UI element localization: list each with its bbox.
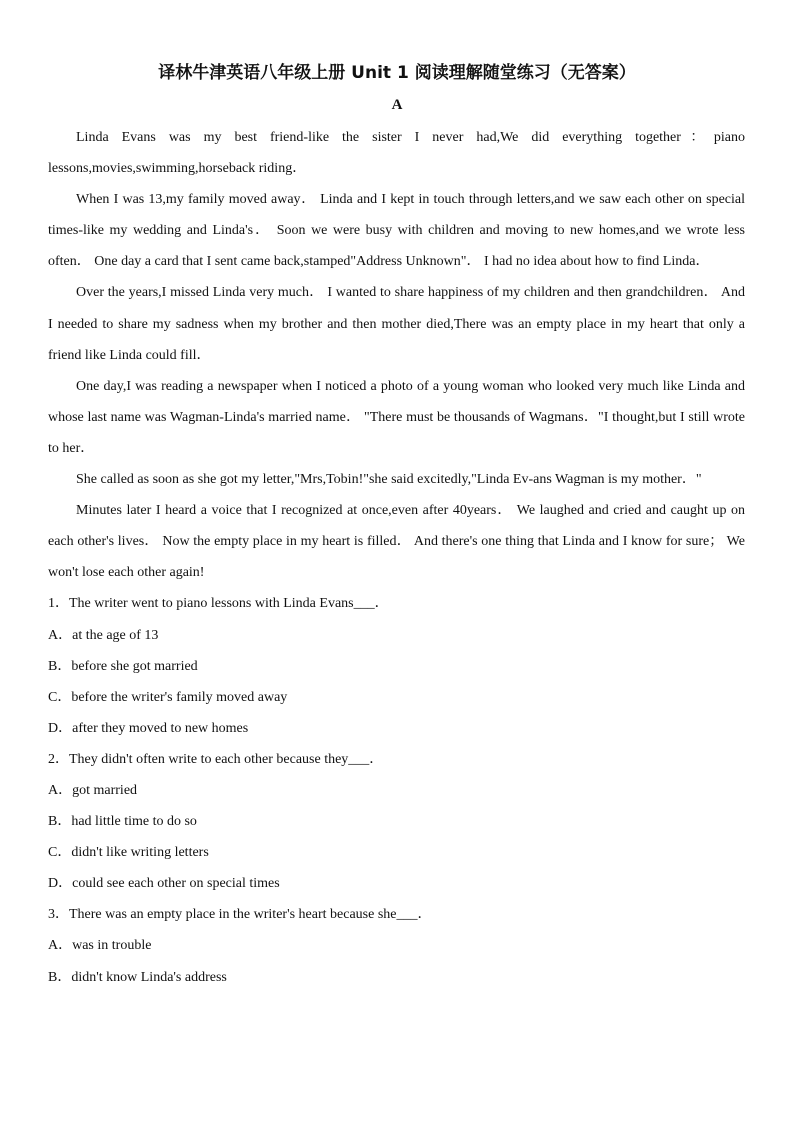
question-stem: 3．There was an empty place in the writer's heart because she___． xyxy=(48,907,432,923)
passage-paragraph: She called as soon as she got my letter,"Mrs,Tobin!"she said excitedly,"Linda Ev-ans Wagman is my mother．" xyxy=(76,472,702,488)
question-item xyxy=(48,588,745,743)
page-title: 译林牛津英语八年级上册 Unit 1 阅读理解随堂练习（无答案） xyxy=(158,63,636,83)
question-item xyxy=(48,744,745,899)
answer-option: C．didn't like writing letters xyxy=(48,845,209,861)
answer-option: A．got married xyxy=(48,782,138,798)
passage-paragraph: When I was 13,my family moved away． Linda and I kept in touch through letters,and we saw each other on special times-like my wedding and Linda's． Soon we were busy with children and moving to new homes,and we wrote less often． One day a card that I sent came back,stamped"Address Unknown"． I had no idea about how to find Linda． xyxy=(48,192,745,270)
question-list xyxy=(48,588,745,992)
question-stem: 1．The writer went to piano lessons with Linda Evans___． xyxy=(48,596,389,612)
answer-option: B．before she got married xyxy=(48,658,198,674)
answer-option: D．could see each other on special times xyxy=(48,876,280,892)
passage-paragraph: Minutes later I heard a voice that I recognized at once,even after 40years． We laughed and cried and caught up on each other's lives． Now the empty place in my heart is filled． And there's one thing that Linda and I know for sure； We won't lose each other again! xyxy=(48,503,745,581)
passage-paragraph: Over the years,I missed Linda very much． I wanted to share happiness of my children and then grandchildren． And I needed to share my sadness when my brother and then mother died,There was an empty place in my heart that only a friend like Linda could fill． xyxy=(48,285,745,363)
passage-paragraph: Linda Evans was my best friend-like the sister I never had,We did everything together：piano lessons,movies,swimming,horseback riding． xyxy=(48,130,745,177)
answer-option: D．after they moved to new homes xyxy=(48,720,249,736)
answer-option: B．had little time to do so xyxy=(48,814,197,830)
answer-option: A．was in trouble xyxy=(48,938,152,954)
section-label: A xyxy=(391,97,403,113)
answer-option: C．before the writer's family moved away xyxy=(48,689,288,705)
reading-passage xyxy=(48,122,745,588)
body-content xyxy=(48,122,745,993)
question-stem: 2．They didn't often write to each other because they___． xyxy=(48,751,384,767)
passage-paragraph: One day,I was reading a newspaper when I noticed a photo of a young woman who looked very much like Linda and whose last name was Wagman-Linda's married name． "There must be thousands of Wagmans．"I thought,but I still wrote to her． xyxy=(48,378,745,456)
question-item xyxy=(48,899,745,992)
answer-option: A．at the age of 13 xyxy=(48,627,159,643)
answer-option: B．didn't know Linda's address xyxy=(48,969,227,985)
